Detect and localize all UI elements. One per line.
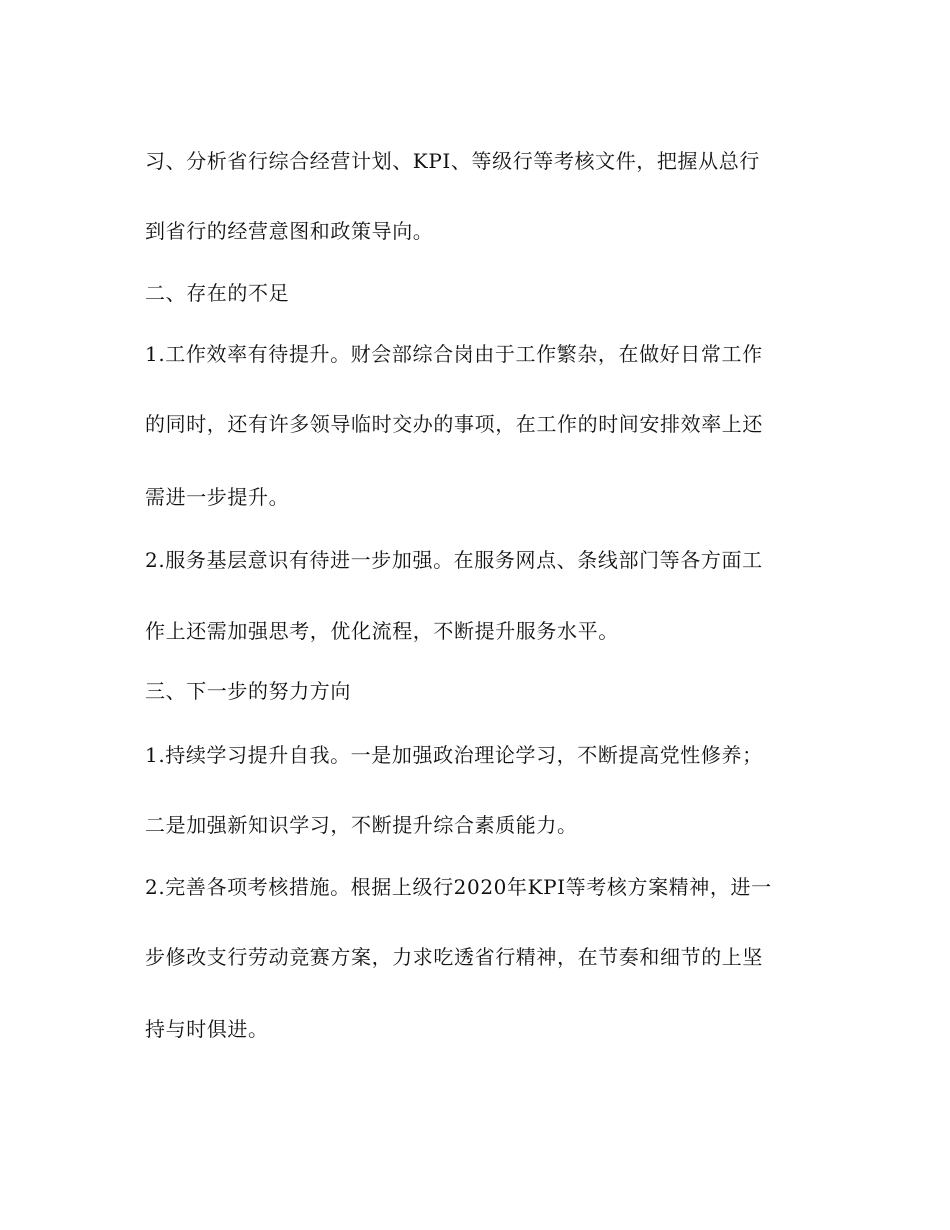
paragraph-line: 习、分析省行综合经营计划、KPI、等级行等考核文件，把握从总行 <box>145 149 760 173</box>
paragraph-line: 1.工作效率有待提升。财会部综合岗由于工作繁杂，在做好日常工作 <box>145 342 763 366</box>
paragraph-line: 到省行的经营意图和政策导向。 <box>145 219 434 243</box>
section-heading: 二、存在的不足 <box>145 281 290 305</box>
paragraph-line: 持与时俱进。 <box>145 1017 269 1041</box>
paragraph-line: 1.持续学习提升自我。一是加强政治理论学习，不断提高党性修养； <box>145 743 763 767</box>
paragraph-line: 2.完善各项考核措施。根据上级行2020年KPI等考核方案精神，进一 <box>145 875 772 899</box>
paragraph-line: 需进一步提升。 <box>145 485 290 509</box>
paragraph-line: 步修改支行劳动竞赛方案，力求吃透省行精神，在节奏和细节的上坚 <box>145 945 763 969</box>
paragraph-line: 的同时，还有许多领导临时交办的事项，在工作的时间安排效率上还 <box>145 412 763 436</box>
paragraph-line: 作上还需加强思考，优化流程，不断提升服务水平。 <box>145 619 619 643</box>
paragraph-line: 二是加强新知识学习，不断提升综合素质能力。 <box>145 813 578 837</box>
paragraph-line: 2.服务基层意识有待进一步加强。在服务网点、条线部门等各方面工 <box>145 548 763 572</box>
section-heading: 三、下一步的努力方向 <box>145 679 351 703</box>
